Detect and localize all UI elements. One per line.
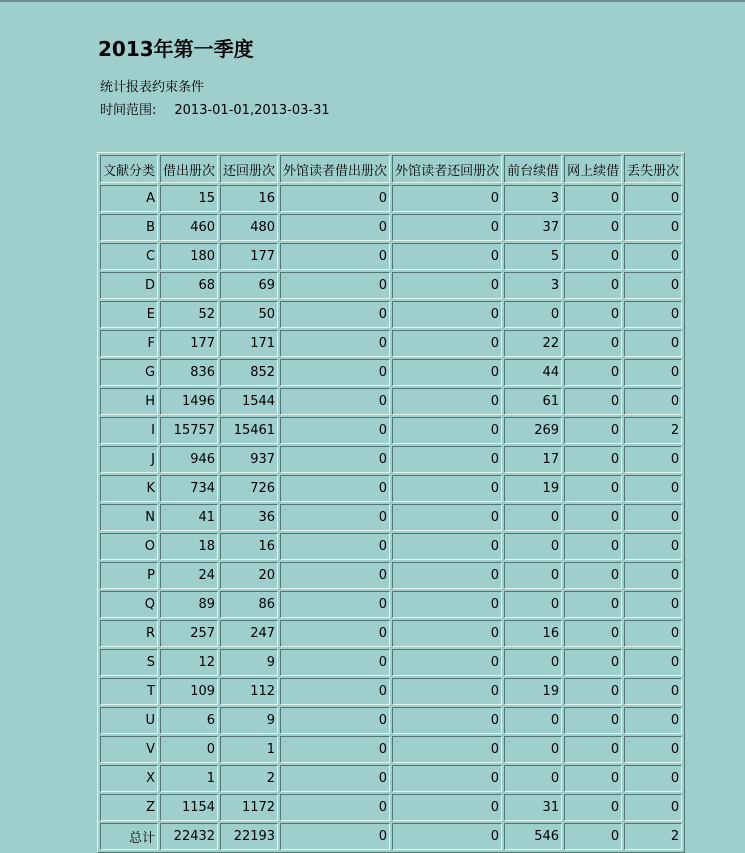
- value-cell: 36: [220, 504, 278, 531]
- value-cell: 0: [504, 707, 562, 734]
- value-cell: 22193: [220, 823, 278, 850]
- value-cell: 0: [624, 475, 682, 502]
- value-cell: 946: [160, 446, 218, 473]
- value-cell: 86: [220, 591, 278, 618]
- statistics-table: [97, 152, 685, 853]
- table-row: [100, 562, 682, 589]
- value-cell: 20: [220, 562, 278, 589]
- value-cell: 89: [160, 591, 218, 618]
- value-cell: 0: [392, 707, 502, 734]
- category-cell: A: [100, 185, 158, 212]
- column-header: 外馆读者借出册次: [280, 155, 390, 183]
- category-cell: G: [100, 359, 158, 386]
- value-cell: 0: [624, 185, 682, 212]
- value-cell: 0: [392, 185, 502, 212]
- value-cell: 0: [624, 533, 682, 560]
- value-cell: 726: [220, 475, 278, 502]
- value-cell: 0: [280, 620, 390, 647]
- category-cell: X: [100, 765, 158, 792]
- value-cell: 0: [564, 765, 622, 792]
- value-cell: 0: [624, 243, 682, 270]
- value-cell: 3: [504, 272, 562, 299]
- value-cell: 0: [624, 504, 682, 531]
- category-cell: U: [100, 707, 158, 734]
- value-cell: 0: [504, 736, 562, 763]
- table-row: [100, 765, 682, 792]
- value-cell: 0: [280, 562, 390, 589]
- window-top-border: [0, 0, 745, 2]
- column-header: 丢失册次: [624, 155, 682, 183]
- value-cell: 480: [220, 214, 278, 241]
- column-header: 外馆读者还回册次: [392, 155, 502, 183]
- value-cell: 0: [564, 475, 622, 502]
- column-header: 还回册次: [220, 155, 278, 183]
- table-row: [100, 272, 682, 299]
- category-cell: 总计: [100, 823, 158, 850]
- value-cell: 41: [160, 504, 218, 531]
- value-cell: 6: [160, 707, 218, 734]
- value-cell: 0: [624, 678, 682, 705]
- table-row: [100, 533, 682, 560]
- total-row: [100, 823, 682, 850]
- value-cell: 0: [564, 649, 622, 676]
- category-cell: H: [100, 388, 158, 415]
- table-header-row: [100, 155, 682, 183]
- time-range-value: 2013-01-01,2013-03-31: [174, 103, 330, 118]
- value-cell: 22: [504, 330, 562, 357]
- value-cell: 0: [280, 765, 390, 792]
- table-row: [100, 649, 682, 676]
- value-cell: 0: [624, 359, 682, 386]
- category-cell: F: [100, 330, 158, 357]
- table-row: [100, 620, 682, 647]
- value-cell: 0: [280, 185, 390, 212]
- value-cell: 24: [160, 562, 218, 589]
- value-cell: 52: [160, 301, 218, 328]
- value-cell: 0: [392, 446, 502, 473]
- value-cell: 0: [392, 823, 502, 850]
- category-cell: C: [100, 243, 158, 270]
- value-cell: 0: [280, 359, 390, 386]
- value-cell: 0: [280, 591, 390, 618]
- value-cell: 0: [280, 504, 390, 531]
- value-cell: 0: [564, 301, 622, 328]
- value-cell: 0: [564, 562, 622, 589]
- value-cell: 0: [392, 765, 502, 792]
- column-header: 借出册次: [160, 155, 218, 183]
- value-cell: 937: [220, 446, 278, 473]
- value-cell: 15: [160, 185, 218, 212]
- value-cell: 2: [220, 765, 278, 792]
- value-cell: 269: [504, 417, 562, 444]
- value-cell: 0: [564, 417, 622, 444]
- value-cell: 17: [504, 446, 562, 473]
- category-cell: P: [100, 562, 158, 589]
- value-cell: 2: [624, 823, 682, 850]
- value-cell: 0: [624, 765, 682, 792]
- value-cell: 1496: [160, 388, 218, 415]
- value-cell: 5: [504, 243, 562, 270]
- value-cell: 0: [280, 736, 390, 763]
- category-cell: S: [100, 649, 158, 676]
- value-cell: 0: [280, 475, 390, 502]
- value-cell: 0: [392, 591, 502, 618]
- value-cell: 15461: [220, 417, 278, 444]
- table-row: [100, 214, 682, 241]
- value-cell: 19: [504, 678, 562, 705]
- value-cell: 0: [280, 243, 390, 270]
- value-cell: 0: [280, 417, 390, 444]
- value-cell: 0: [564, 678, 622, 705]
- value-cell: 44: [504, 359, 562, 386]
- value-cell: 2: [624, 417, 682, 444]
- value-cell: 0: [280, 649, 390, 676]
- value-cell: 0: [624, 446, 682, 473]
- value-cell: 0: [564, 736, 622, 763]
- value-cell: 22432: [160, 823, 218, 850]
- value-cell: 0: [564, 591, 622, 618]
- value-cell: 0: [392, 649, 502, 676]
- value-cell: 0: [564, 504, 622, 531]
- value-cell: 0: [392, 359, 502, 386]
- value-cell: 9: [220, 649, 278, 676]
- category-cell: Z: [100, 794, 158, 821]
- category-cell: O: [100, 533, 158, 560]
- value-cell: 0: [624, 330, 682, 357]
- value-cell: 177: [220, 243, 278, 270]
- table-row: [100, 243, 682, 270]
- value-cell: 836: [160, 359, 218, 386]
- value-cell: 31: [504, 794, 562, 821]
- value-cell: 1: [160, 765, 218, 792]
- value-cell: 0: [564, 272, 622, 299]
- value-cell: 0: [392, 214, 502, 241]
- category-cell: I: [100, 417, 158, 444]
- value-cell: 0: [564, 214, 622, 241]
- value-cell: 0: [564, 446, 622, 473]
- value-cell: 0: [280, 707, 390, 734]
- value-cell: 0: [280, 214, 390, 241]
- table-row: [100, 794, 682, 821]
- value-cell: 0: [504, 562, 562, 589]
- column-header: 前台续借: [504, 155, 562, 183]
- table-row: [100, 301, 682, 328]
- value-cell: 0: [504, 533, 562, 560]
- value-cell: 9: [220, 707, 278, 734]
- value-cell: 0: [564, 533, 622, 560]
- category-cell: R: [100, 620, 158, 647]
- category-cell: Q: [100, 591, 158, 618]
- value-cell: 0: [564, 620, 622, 647]
- category-cell: J: [100, 446, 158, 473]
- value-cell: 0: [392, 388, 502, 415]
- value-cell: 0: [564, 823, 622, 850]
- table-row: [100, 417, 682, 444]
- value-cell: 0: [504, 504, 562, 531]
- time-range: [100, 99, 330, 118]
- value-cell: 734: [160, 475, 218, 502]
- value-cell: 0: [280, 446, 390, 473]
- table-row: [100, 330, 682, 357]
- value-cell: 0: [392, 272, 502, 299]
- value-cell: 18: [160, 533, 218, 560]
- value-cell: 0: [392, 417, 502, 444]
- conditions-label: 统计报表约束条件: [100, 80, 205, 95]
- category-cell: D: [100, 272, 158, 299]
- value-cell: 0: [280, 388, 390, 415]
- value-cell: 0: [280, 678, 390, 705]
- value-cell: 0: [392, 330, 502, 357]
- value-cell: 177: [160, 330, 218, 357]
- value-cell: 16: [504, 620, 562, 647]
- table-row: [100, 475, 682, 502]
- column-header: 网上续借: [564, 155, 622, 183]
- value-cell: 0: [624, 272, 682, 299]
- value-cell: 0: [392, 562, 502, 589]
- table-row: [100, 678, 682, 705]
- time-range-label: 时间范围:: [100, 103, 157, 118]
- value-cell: 0: [280, 794, 390, 821]
- value-cell: 0: [624, 301, 682, 328]
- value-cell: 0: [392, 678, 502, 705]
- value-cell: 1172: [220, 794, 278, 821]
- value-cell: 0: [392, 533, 502, 560]
- value-cell: 257: [160, 620, 218, 647]
- category-cell: V: [100, 736, 158, 763]
- table-body: [100, 185, 682, 850]
- value-cell: 0: [280, 272, 390, 299]
- value-cell: 112: [220, 678, 278, 705]
- value-cell: 0: [564, 388, 622, 415]
- value-cell: 0: [624, 794, 682, 821]
- category-cell: E: [100, 301, 158, 328]
- value-cell: 0: [624, 707, 682, 734]
- value-cell: 171: [220, 330, 278, 357]
- category-cell: B: [100, 214, 158, 241]
- value-cell: 0: [392, 243, 502, 270]
- category-cell: T: [100, 678, 158, 705]
- value-cell: 69: [220, 272, 278, 299]
- value-cell: 0: [564, 707, 622, 734]
- value-cell: 0: [624, 736, 682, 763]
- value-cell: 0: [564, 243, 622, 270]
- value-cell: 0: [280, 533, 390, 560]
- value-cell: 1: [220, 736, 278, 763]
- value-cell: 0: [564, 794, 622, 821]
- value-cell: 0: [564, 359, 622, 386]
- value-cell: 0: [392, 736, 502, 763]
- value-cell: 0: [624, 388, 682, 415]
- value-cell: 0: [504, 591, 562, 618]
- value-cell: 15757: [160, 417, 218, 444]
- value-cell: 1154: [160, 794, 218, 821]
- value-cell: 61: [504, 388, 562, 415]
- value-cell: 0: [504, 649, 562, 676]
- value-cell: 0: [160, 736, 218, 763]
- value-cell: 3: [504, 185, 562, 212]
- value-cell: 0: [392, 475, 502, 502]
- value-cell: 0: [624, 649, 682, 676]
- value-cell: 68: [160, 272, 218, 299]
- value-cell: 852: [220, 359, 278, 386]
- value-cell: 460: [160, 214, 218, 241]
- value-cell: 0: [392, 504, 502, 531]
- value-cell: 0: [564, 330, 622, 357]
- table-row: [100, 446, 682, 473]
- value-cell: 0: [624, 562, 682, 589]
- column-header: 文献分类: [100, 155, 158, 183]
- value-cell: 19: [504, 475, 562, 502]
- value-cell: 16: [220, 185, 278, 212]
- value-cell: 546: [504, 823, 562, 850]
- value-cell: 0: [392, 301, 502, 328]
- table-row: [100, 388, 682, 415]
- table-row: [100, 591, 682, 618]
- value-cell: 109: [160, 678, 218, 705]
- value-cell: 0: [280, 301, 390, 328]
- page-title: 2013年第一季度: [98, 37, 254, 61]
- value-cell: 12: [160, 649, 218, 676]
- value-cell: 180: [160, 243, 218, 270]
- value-cell: 16: [220, 533, 278, 560]
- table-row: [100, 707, 682, 734]
- value-cell: 1544: [220, 388, 278, 415]
- category-cell: N: [100, 504, 158, 531]
- table-row: [100, 359, 682, 386]
- value-cell: 0: [504, 765, 562, 792]
- value-cell: 247: [220, 620, 278, 647]
- value-cell: 50: [220, 301, 278, 328]
- value-cell: 0: [624, 591, 682, 618]
- value-cell: 37: [504, 214, 562, 241]
- value-cell: 0: [504, 301, 562, 328]
- table-row: [100, 185, 682, 212]
- value-cell: 0: [624, 620, 682, 647]
- value-cell: 0: [392, 794, 502, 821]
- value-cell: 0: [280, 823, 390, 850]
- value-cell: 0: [564, 185, 622, 212]
- value-cell: 0: [280, 330, 390, 357]
- value-cell: 0: [392, 620, 502, 647]
- category-cell: K: [100, 475, 158, 502]
- table-row: [100, 736, 682, 763]
- value-cell: 0: [624, 214, 682, 241]
- table-row: [100, 504, 682, 531]
